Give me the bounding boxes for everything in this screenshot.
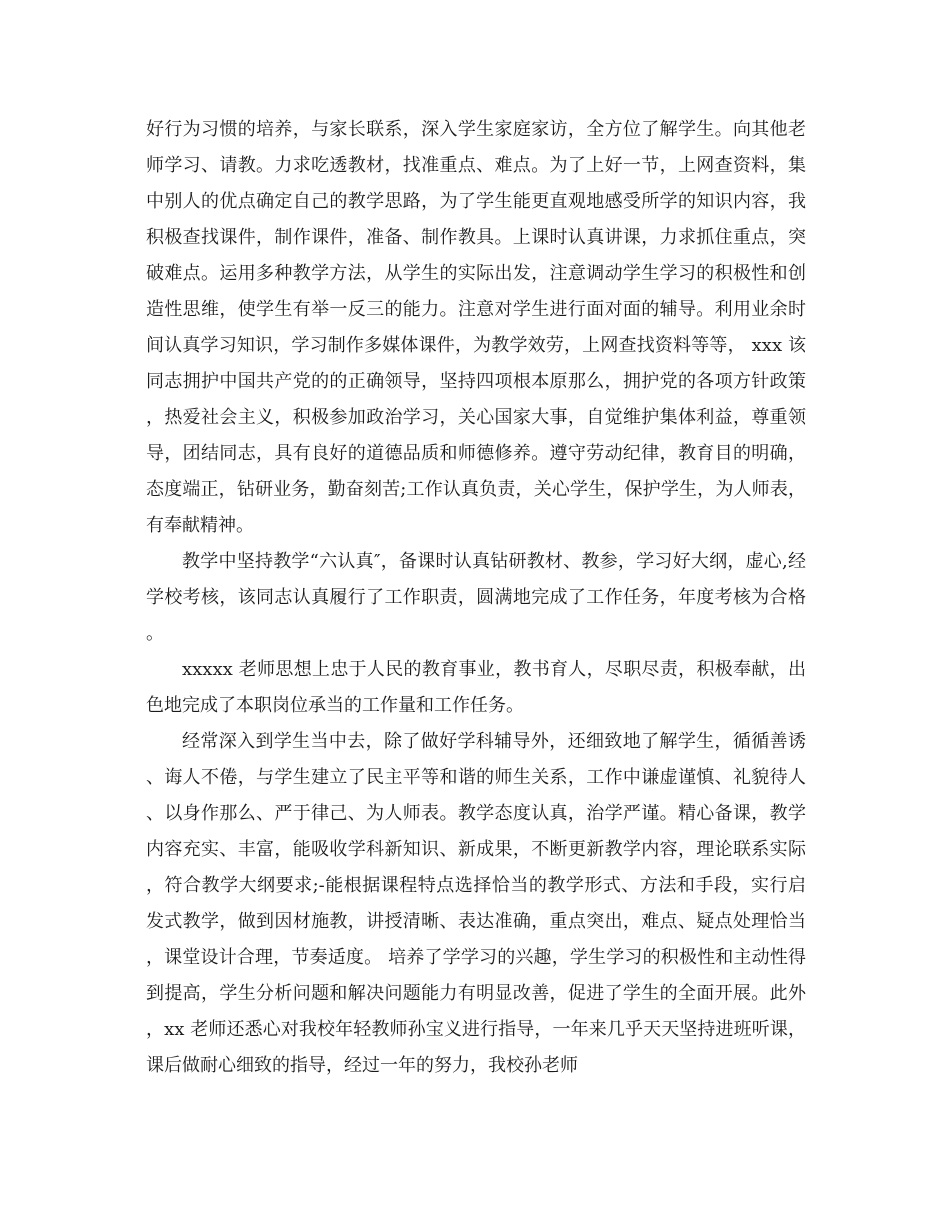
paragraph-3: xxxxx 老师思想上忠于人民的教育事业，教书育人，尽职尽责，积极奉献，出色地完成了本职岗位承当的工作量和工作任务。 — [146, 659, 806, 716]
paragraph-4: 经常深入到学生当中去，除了做好学科辅导外，还细致地了解学生，循循善诱、诲人不倦，与学生建立了民主平等和谐的师生关系，工作中谦虚谨慎、礼貌待人、以身作那么、严于律己、为人师表。教学态度认真，治学严谨。精心备课，教学内容充实、丰富，能吸收学科新知识、新成果，不断更新教学内容，理论联系实际，符合教学大纲要求;-能根据课程特点选择恰当的教学形式、方法和手段，实行启发式教学，做到因材施教，讲授清晰、表达准确，重点突出，难点、疑点处理恰当，课堂设计合理，节奏适度。 培养了学学习的兴趣，学生学习的积极性和主动性得到提高，学生分析问题和解决问题能力有明显改善，促进了学生的全面开展。此外，xx 老师还悉心对我校年轻教师孙宝义进行指导，一年来几乎天天坚持进班听课，课后做耐心细致的指导，经过一年的努力，我校孙老师 — [146, 731, 806, 1076]
document-body — [146, 112, 806, 1084]
paragraph-2: 教学中坚持教学“六认真″，备课时认真钻研教材、教参，学习好大纲，虚心,经学校考核，该同志认真履行了工作职责，圆满地完成了工作任务，年度考核为合格。 — [146, 551, 806, 644]
paragraph-1: 好行为习惯的培养，与家长联系，深入学生家庭家访，全方位了解学生。向其他老师学习、请教。力求吃透教材，找准重点、难点。为了上好一节，上网查资料，集中别人的优点确定自己的教学思路，为了学生能更直观地感受所学的知识内容，我积极查找课件，制作课件，准备、制作教具。上课时认真讲课，力求抓住重点，突破难点。运用多种教学方法，从学生的实际出发，注意调动学生学习的积极性和创造性思维，使学生有举一反三的能力。注意对学生进行面对面的辅导。利用业余时间认真学习知识，学习制作多媒体课件，为教学效劳，上网查找资料等等， xxx 该同志拥护中国共产党的的正确领导，坚持四项根本原那么，拥护党的各项方针政策，热爱社会主义，积极参加政治学习，关心国家大事，自觉维护集体利益，尊重领导，团结同志，具有良好的道德品质和师德修养。遵守劳动纪律，教育目的明确，态度端正，钻研业务，勤奋刻苦;工作认真负责，关心学生，保护学生，为人师表，有奉献精神。 — [146, 119, 806, 536]
